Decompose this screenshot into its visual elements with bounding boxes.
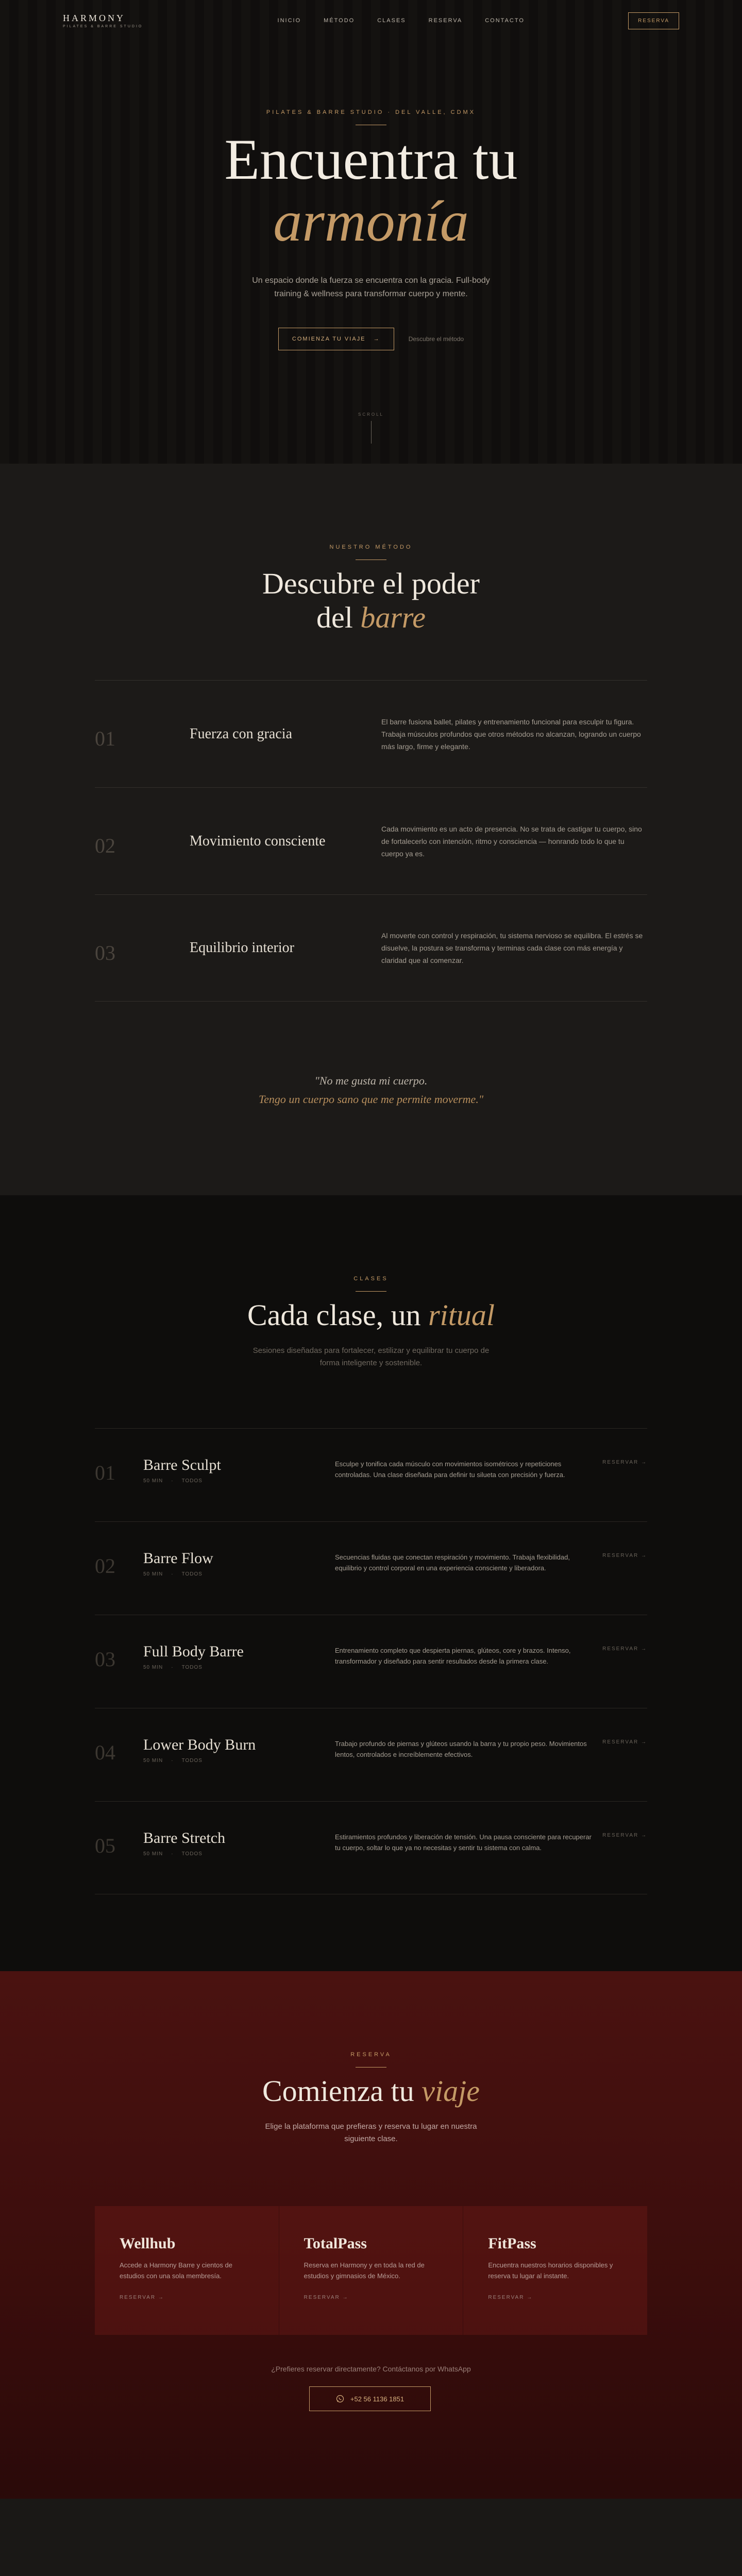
method-eyebrow-text: NUESTRO MÉTODO [329,544,413,550]
book-eyebrow [0,2052,742,2077]
book-lede: Elige la plataforma que prefieras y reserva tu lugar en nuestra siguiente clase. [265,2122,477,2143]
pillar-number: 01 [95,727,115,750]
booking-platforms [95,2206,647,2335]
class-duration: 50 MIN [143,1665,163,1670]
whatsapp-button[interactable] [309,2386,431,2411]
method-title-accent: barre [360,601,426,634]
classes-divider [356,1291,386,1292]
class-name: Lower Body Burn [143,1736,256,1753]
class-reserve-link[interactable]: RESERVAR → [602,1646,647,1652]
class-name-col [143,1643,335,1670]
nav-link-reserva[interactable]: RESERVA [428,18,463,24]
classes-section [0,1195,742,1971]
nav-reserve-button[interactable]: RESERVA [628,12,679,29]
class-level: TODOS [181,1758,203,1764]
class-duration: 50 MIN [143,1571,163,1577]
class-number: 03 [95,1648,115,1671]
method-section [0,464,742,1195]
class-name-col [143,1456,335,1484]
class-meta [143,1478,335,1484]
arrow-right-icon: → [368,336,380,342]
class-reserve-link[interactable]: RESERVAR → [602,1460,647,1465]
platform-description: Reserva en Harmony y en toda la red de estudios y gimnasios de México. [303,2261,425,2280]
platform-reserve-link[interactable]: RESERVAR → [488,2295,533,2300]
brand-name: HARMONY [63,13,126,23]
class-meta-separator: · [171,1665,174,1670]
hero-section [0,0,742,464]
class-number: 05 [95,1834,115,1857]
nav-links [247,18,525,24]
platform-description: Encuentra nuestros horarios disponibles y reserva tu lugar al instante. [488,2261,613,2280]
nav-link-contacto[interactable]: CONTACTO [485,18,525,24]
quote-line1: "No me gusta mi cuerpo. [314,1074,428,1087]
pillar-description: Al moverte con control y respiración, tu sistema nervioso se equilibra. El estrés se disuelve, la postura se transforma y terminas cada clase con más energía y claridad que al comenzar. [381,931,643,964]
whatsapp-icon [336,2395,344,2403]
platform-card-fitpass[interactable] [463,2206,647,2335]
pillar-title: Fuerza con gracia [190,725,292,742]
method-title [0,567,742,635]
class-name-col [143,1550,335,1577]
platform-reserve-link[interactable]: RESERVAR → [120,2295,164,2300]
class-name-col [143,1736,335,1764]
class-row[interactable] [95,1428,647,1521]
scroll-indicator [0,412,742,444]
platform-name: Wellhub [120,2235,176,2252]
class-meta-separator: · [171,1851,174,1857]
class-name: Barre Flow [143,1550,213,1567]
class-meta [143,1571,335,1577]
book-eyebrow-text: RESERVA [350,2052,392,2058]
booking-section [0,1971,742,2499]
platform-name: FitPass [488,2235,536,2252]
class-row[interactable] [95,1708,647,1801]
class-row[interactable] [95,1801,647,1894]
book-title [0,2074,742,2108]
class-level: TODOS [181,1665,203,1670]
class-meta [143,1851,335,1857]
pillar-number: 03 [95,941,115,964]
class-level: TODOS [181,1851,203,1857]
class-description: Entrenamiento completo que despierta piernas, glúteos, core y brazos. Intenso, transformador y diseñado para sentir resultados desde la primera clase. [335,1647,571,1665]
class-description: Secuencias fluidas que conectan respiración y movimiento. Trabaja flexibilidad, equilibrio y control corporal en una experiencia consciente y liberadora. [335,1553,570,1572]
class-name: Full Body Barre [143,1643,244,1660]
pillar-title: Equilibrio interior [190,940,294,956]
pillar-item [95,680,647,787]
class-duration: 50 MIN [143,1758,163,1764]
pillar-title: Movimiento consciente [190,833,326,849]
method-title-line1: Descubre el poder [262,567,480,600]
class-number: 02 [95,1554,115,1578]
class-duration: 50 MIN [143,1851,163,1857]
pillar-item [95,894,647,1002]
whatsapp-note: ¿Prefieres reservar directamente? Contáctanos por WhatsApp [271,2365,471,2373]
platform-card-wellhub[interactable] [95,2206,279,2335]
pillar-item [95,787,647,894]
hero-title-line1: Encuentra tu [224,128,518,192]
contact-section [0,2499,742,2576]
top-nav [0,0,742,41]
platform-reserve-link[interactable]: RESERVAR → [303,2295,349,2300]
pillar-number: 02 [95,834,115,857]
class-row[interactable] [95,1521,647,1615]
platform-description: Accede a Harmony Barre y cientos de estudios con una sola membresía. [120,2261,232,2280]
class-number: 04 [95,1741,115,1764]
platform-name: TotalPass [303,2235,367,2252]
classes-lede: Sesiones diseñadas para fortalecer, estilizar y equilibrar tu cuerpo de forma inteligente y sostenible. [252,1346,490,1367]
brand-logo[interactable] [63,13,143,28]
class-meta-separator: · [171,1758,174,1764]
class-number: 01 [95,1461,115,1484]
classes-title [0,1298,742,1332]
hero-eyebrow-text: PILATES & BARRE STUDIO · DEL VALLE, CDMX [266,109,476,115]
class-meta-separator: · [171,1571,174,1577]
discover-method-link[interactable]: Descubre el método [408,335,464,343]
class-level: TODOS [181,1478,203,1484]
class-row[interactable] [95,1615,647,1708]
method-title-prefix: del [316,601,353,634]
class-description: Estiramientos profundos y liberación de tensión. Una pausa consciente para recuperar tu cuerpo, soltar lo que ya no necesitas y sentir tu sistema con calma. [335,1833,592,1852]
class-reserve-link[interactable]: RESERVAR → [602,1553,647,1558]
class-reserve-link[interactable]: RESERVAR → [602,1739,647,1745]
nav-link-inicio[interactable]: INICIO [277,18,301,24]
classes-title-accent: ritual [428,1298,495,1332]
class-description: Esculpe y tonifica cada músculo con movimientos isométricos y repeticiones controladas. Una clase diseñada para definir tu silueta con precisión y fuerza. [335,1460,565,1479]
start-journey-label: COMIENZA TU VIAJE [292,336,366,342]
class-meta-separator: · [171,1478,174,1484]
method-quote [0,1072,742,1109]
method-eyebrow [0,544,742,569]
classes-eyebrow-text: CLASES [353,1276,389,1282]
class-meta [143,1758,335,1764]
hero-ctas [0,328,742,350]
book-title-accent: viaje [421,2074,480,2108]
hero-title-line2: armonía [273,190,469,253]
nav-link-metodo[interactable]: MÉTODO [324,18,355,24]
start-journey-button[interactable] [278,328,394,350]
nav-link-clases[interactable]: CLASES [377,18,406,24]
method-pillars [95,680,647,1002]
class-reserve-link[interactable]: RESERVAR → [602,1833,647,1838]
hero-title [0,129,742,252]
platform-card-totalpass[interactable] [279,2206,464,2335]
whatsapp-number: +52 56 1136 1851 [350,2395,404,2403]
classes-eyebrow [0,1276,742,1301]
class-name: Barre Sculpt [143,1456,221,1473]
pillar-description: El barre fusiona ballet, pilates y entrenamiento funcional para esculpir tu figura. Trabaja músculos profundos que otros métodos no alcanzan, logrando un cuerpo más largo, firme y elegante. [381,717,641,751]
scroll-label: SCROLL [358,412,384,417]
scroll-line [371,421,372,444]
hero-subtitle: Un espacio donde la fuerza se encuentra con la gracia. Full-body training & wellness para transformar cuerpo y mente. [252,276,490,298]
class-meta [143,1665,335,1670]
pillar-description: Cada movimiento es un acto de presencia. No se trata de castigar tu cuerpo, sino de fortalecerlo con intención, ritmo y consciencia — honrando todo lo que tu cuerpo ya es. [381,824,642,858]
quote-line2: Tengo un cuerpo sano que me permite moverme." [258,1093,484,1106]
class-description: Trabajo profundo de piernas y glúteos usando la barra y tu propio peso. Movimientos lentos, controlados e increíblemente efectivos. [335,1740,587,1758]
class-duration: 50 MIN [143,1478,163,1484]
class-name-col [143,1829,335,1857]
brand-subtitle: PILATES & BARRE STUDIO [63,25,143,28]
class-name: Barre Stretch [143,1829,226,1846]
book-title-prefix: Comienza tu [262,2074,414,2108]
classes-title-prefix: Cada clase, un [247,1298,421,1332]
class-list [95,1428,647,1894]
class-level: TODOS [181,1571,203,1577]
